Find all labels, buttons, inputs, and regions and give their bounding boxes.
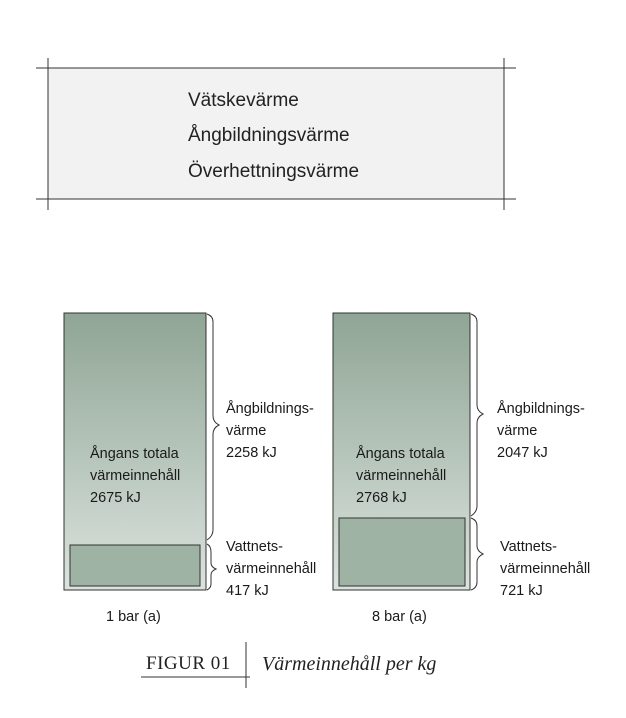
column-1-bar xyxy=(64,313,316,625)
total-label-value: 2675 kJ xyxy=(90,490,141,506)
steam-brace-8bar xyxy=(471,314,483,516)
water-box-1bar xyxy=(70,545,200,586)
total-label-line2: värmeinnehåll xyxy=(90,468,181,484)
caption-label: FIGUR 01 xyxy=(146,653,231,674)
steam-label-value: 2258 kJ xyxy=(226,445,277,461)
water-label-line1: Vattnets- xyxy=(226,539,283,555)
total-label-line1: Ångans totala xyxy=(356,446,445,462)
water-box-8bar xyxy=(339,518,465,586)
water-label-line2: värmeinnehåll xyxy=(500,561,591,577)
total-label-line2: värmeinnehåll xyxy=(356,468,447,484)
water-brace-8bar xyxy=(471,518,483,590)
legend-panel xyxy=(36,58,516,210)
total-label-line1: Ångans totala xyxy=(90,446,179,462)
pressure-label-1bar: 1 bar (a) xyxy=(106,609,161,625)
column-8-bar xyxy=(333,313,590,625)
steam-label-line1: Ångbildnings- xyxy=(226,401,314,417)
water-label-value: 417 kJ xyxy=(226,583,269,599)
water-label-line2: värmeinnehåll xyxy=(226,561,317,577)
water-label-value: 721 kJ xyxy=(500,583,543,599)
figure-caption xyxy=(141,642,436,688)
pressure-label-8bar: 8 bar (a) xyxy=(372,609,427,625)
steam-label-line1: Ångbildnings- xyxy=(497,401,585,417)
steam-label-line2: värme xyxy=(226,423,267,439)
total-label-value: 2768 kJ xyxy=(356,490,407,506)
legend-item-superheat: Överhettningsvärme xyxy=(188,161,360,182)
steam-label-value: 2047 kJ xyxy=(497,445,548,461)
water-label-line1: Vattnets- xyxy=(500,539,557,555)
legend-item-vaporization-heat: Ångbildningsvärme xyxy=(188,125,350,146)
steam-brace-1bar xyxy=(207,314,219,540)
caption-title: Värmeinnehåll per kg xyxy=(262,653,437,675)
steam-label-line2: värme xyxy=(497,423,538,439)
water-brace-1bar xyxy=(207,544,216,590)
legend-item-liquid-heat: Vätskevärme xyxy=(188,90,299,111)
